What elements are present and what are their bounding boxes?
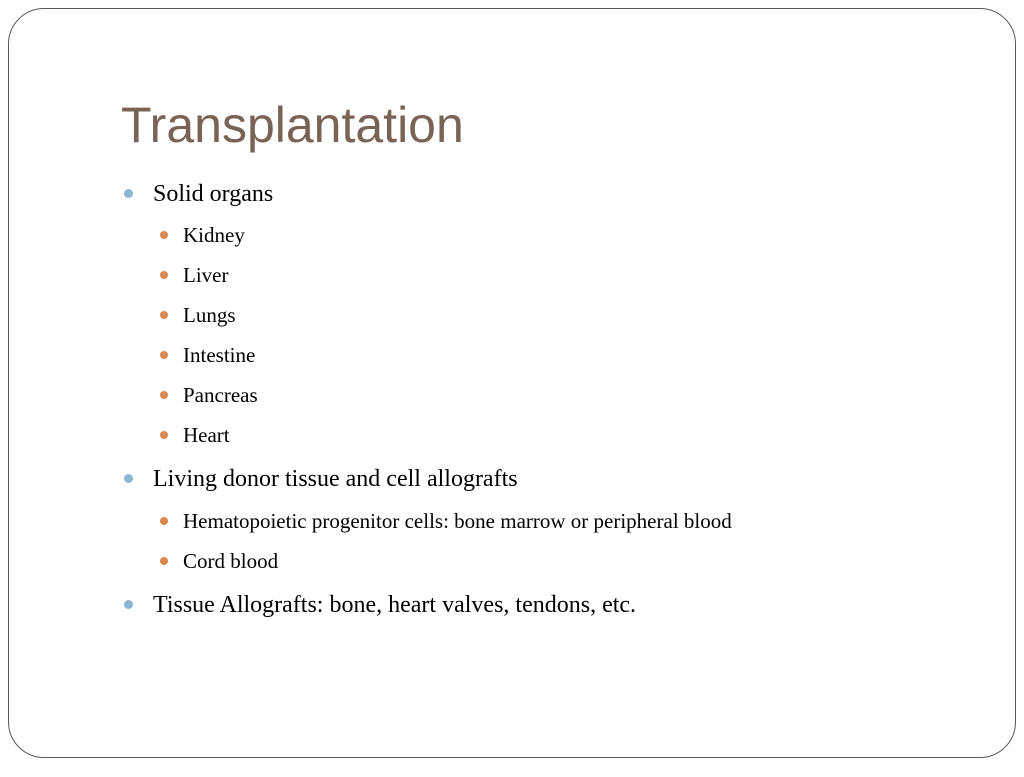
sub-bullet-text: Kidney [183,223,245,247]
sub-bullet-text: Hematopoietic progenitor cells: bone marrow or peripheral blood [183,509,732,533]
bullet-text: Solid organs [153,181,274,207]
sub-bullet-item [183,302,236,328]
sub-bullet-icon [160,391,168,399]
sub-bullet-icon [160,351,168,359]
bullet-icon [124,474,133,483]
sub-bullet-text: Pancreas [183,383,258,407]
bullet-text: Living donor tissue and cell allografts [153,466,518,492]
sub-bullet-item [183,382,258,408]
bullet-icon [124,600,133,609]
sub-bullet-icon [160,231,168,239]
bullet-icon [124,189,133,198]
bullet-text: Tissue Allografts: bone, heart valves, tendons, etc. [153,592,637,618]
sub-bullet-icon [160,557,168,565]
bullet-list [9,9,1024,777]
sub-bullet-icon [160,311,168,319]
sub-bullet-icon [160,431,168,439]
bullet-item-living-donor [153,464,518,494]
sub-bullet-icon [160,271,168,279]
sub-bullet-item [183,548,278,574]
sub-bullet-item [183,422,230,448]
sub-bullet-text: Lungs [183,303,236,327]
sub-bullet-item [183,508,732,534]
sub-bullet-text: Liver [183,263,229,287]
sub-bullet-icon [160,517,168,525]
sub-bullet-item [183,262,228,288]
sub-bullet-item [183,342,255,368]
bullet-item-solid-organs [153,179,273,209]
sub-bullet-text: Cord blood [183,549,279,573]
bullet-item-tissue-allografts [153,590,636,620]
sub-bullet-item [183,222,245,248]
sub-bullet-text: Intestine [183,343,256,367]
slide-title: Transplantation [121,97,464,153]
sub-bullet-text: Heart [183,423,230,447]
slide [8,8,1016,758]
